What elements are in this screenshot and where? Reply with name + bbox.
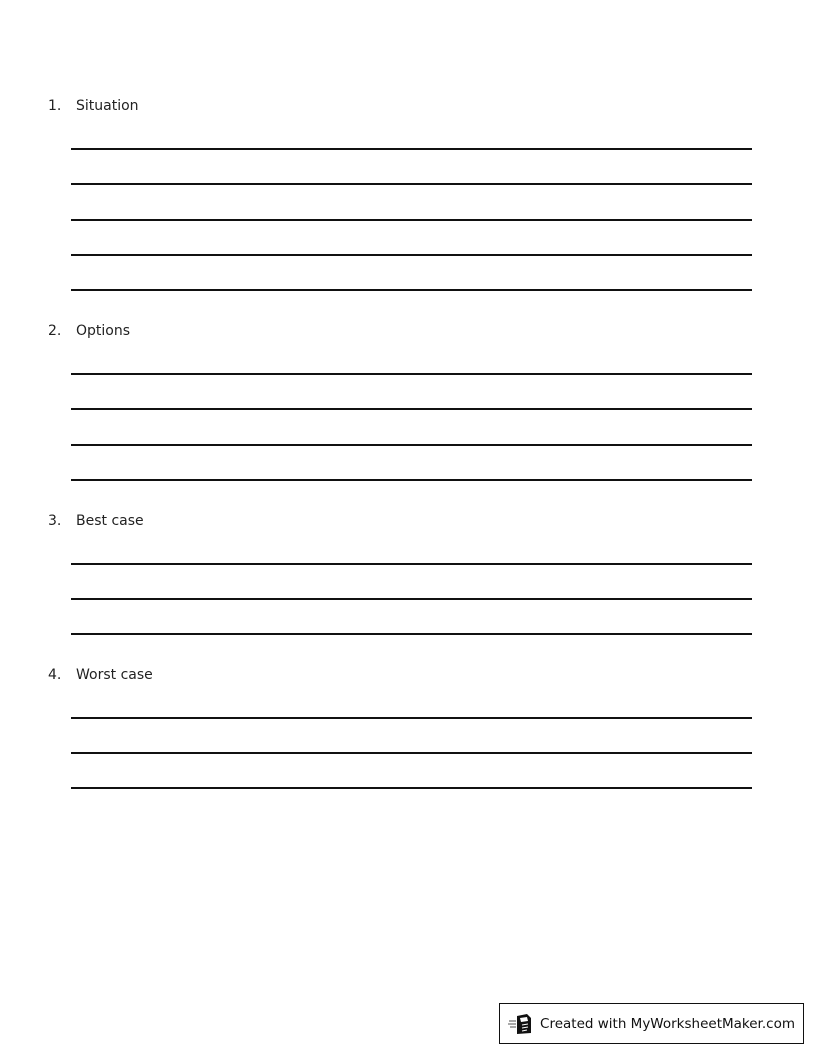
question-label xyxy=(48,97,139,115)
answer-line[interactable] xyxy=(71,444,752,446)
answer-line[interactable] xyxy=(71,408,752,410)
question-text: Worst case xyxy=(76,667,153,683)
answer-line[interactable] xyxy=(71,254,752,256)
question-number: 2. xyxy=(48,323,62,339)
answer-line[interactable] xyxy=(71,219,752,221)
question-text: Options xyxy=(76,323,131,339)
answer-line[interactable] xyxy=(71,183,752,185)
answer-line[interactable] xyxy=(71,148,752,150)
answer-line[interactable] xyxy=(71,289,752,291)
worksheet-maker-logo-icon xyxy=(508,1013,534,1035)
answer-line[interactable] xyxy=(71,752,752,754)
answer-line[interactable] xyxy=(71,787,752,789)
answer-line[interactable] xyxy=(71,479,752,481)
answer-line[interactable] xyxy=(71,598,752,600)
question-label xyxy=(48,512,144,530)
answer-line[interactable] xyxy=(71,717,752,719)
answer-line[interactable] xyxy=(71,563,752,565)
answer-line[interactable] xyxy=(71,633,752,635)
footer-text: Created with MyWorksheetMaker.com xyxy=(540,1015,795,1032)
answer-line[interactable] xyxy=(71,373,752,375)
question-text: Situation xyxy=(76,98,139,114)
question-number: 3. xyxy=(48,513,62,529)
question-label xyxy=(48,666,153,684)
question-text: Best case xyxy=(76,513,144,529)
question-number: 1. xyxy=(48,98,62,114)
question-label xyxy=(48,322,130,340)
footer-badge-link[interactable] xyxy=(499,1003,804,1044)
question-number: 4. xyxy=(48,667,62,683)
